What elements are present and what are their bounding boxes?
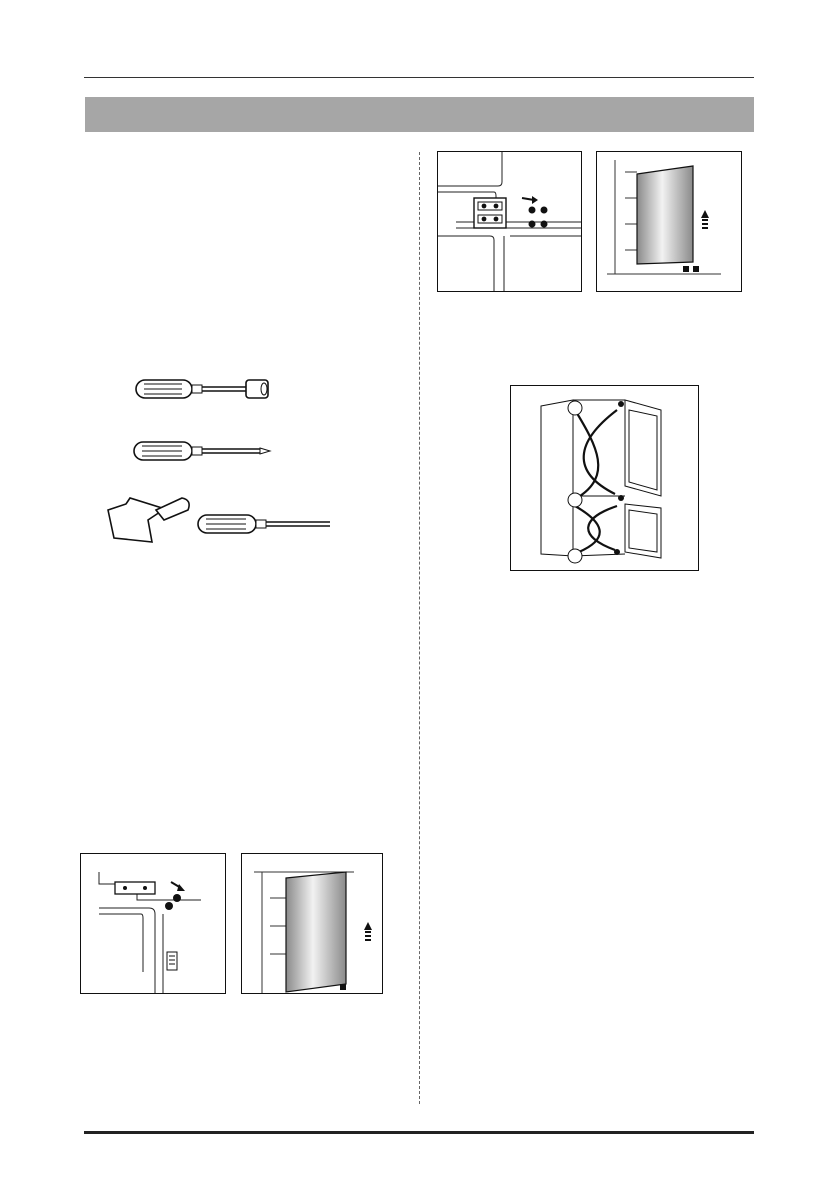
tools-illustration: [100, 370, 340, 550]
door-reversal-figure: [510, 385, 699, 571]
flat-screwdriver-icon: [198, 515, 330, 533]
hinge-screws-figure: [437, 151, 582, 292]
putty-knife-icon: [108, 498, 189, 542]
header-rule: [84, 77, 754, 78]
door-lift-diagram: [242, 854, 382, 993]
section-banner: [85, 97, 754, 132]
socket-wrench-screwdriver-icon: [136, 380, 268, 398]
door-reversal-diagram: [511, 386, 698, 570]
door-lift-figure-top: [596, 151, 742, 292]
hinge-removal-figure: [80, 853, 226, 994]
hinge-removal-diagram: [81, 854, 225, 993]
footer-rule: [84, 1131, 754, 1134]
phillips-screwdriver-icon: [134, 442, 270, 460]
door-lift-diagram: [597, 152, 741, 291]
door-lift-figure-bottom: [241, 853, 383, 994]
column-divider: [419, 152, 420, 1104]
hinge-screws-diagram: [438, 152, 581, 291]
